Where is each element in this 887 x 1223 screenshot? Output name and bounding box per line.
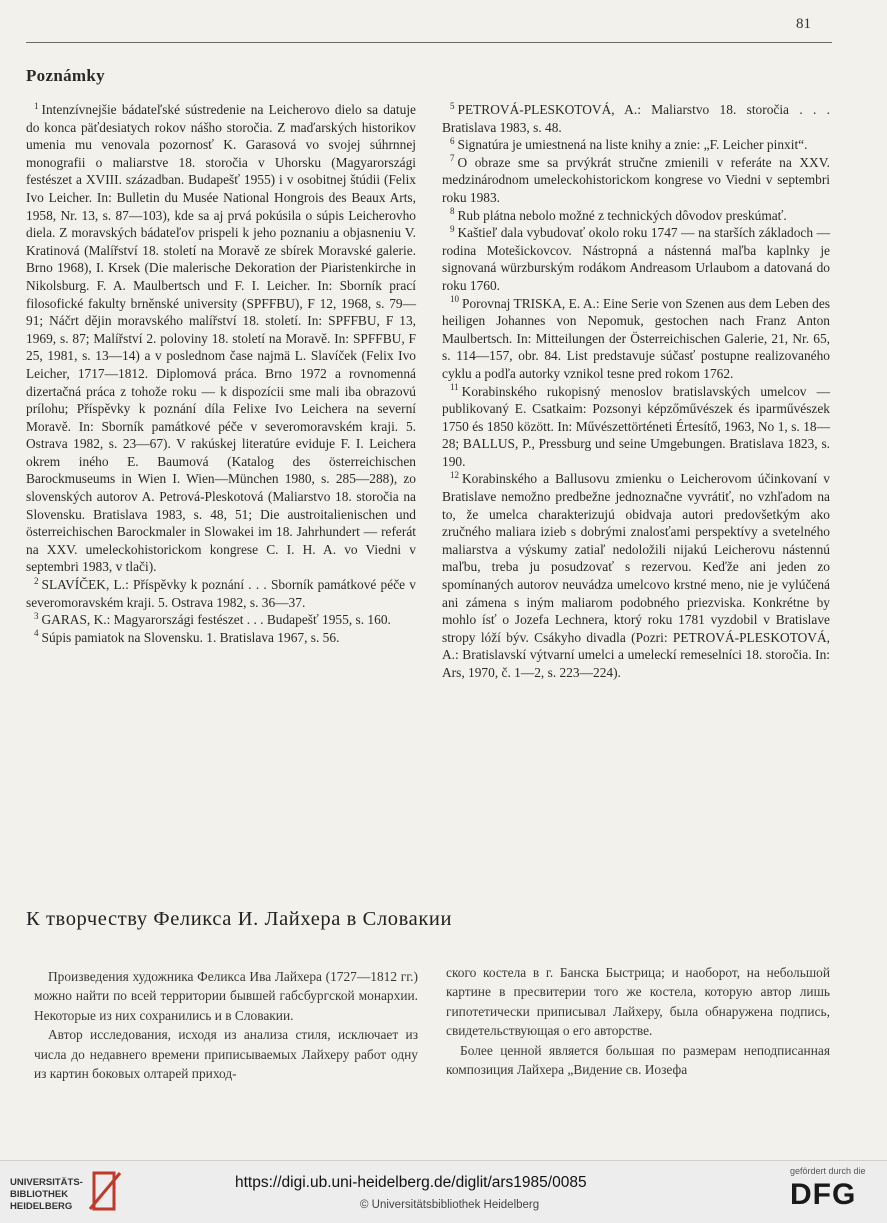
russian-paragraph: Произведения художника Феликса Ива Лайхера (1727—1812 гг.) можно найти по всей территории бывшей габсбургской монархии. Некоторые из них сохранились и в Словакии. <box>34 969 418 1023</box>
footnote <box>442 136 830 154</box>
funded-by-label: gefördert durch die <box>790 1166 866 1176</box>
footnote-text: Korabinského rukopisný menoslov bratislavských umelcov — publikovaný E. Csatkaim: Pozsonyi képzőművészek és iparművészek 1750 és 1850 között. In: Művészettörténeti Értesítő, 1963, No 1, s. 18—28; BALLUS, P., Pressburg und seine Umgebungen. Bratislava 1823, s. 190. <box>442 383 830 469</box>
footnote-number: 1 <box>34 100 39 111</box>
footnote <box>442 383 830 471</box>
russian-paragraph: ского костела в г. Банска Быстрица; и наоборот, на небольшой картине в пресвитерии того же костела, которую автор лишь гипотетически приписывал Лайхеру, была обнаружена подпись, свидетельствующая о его авторстве. <box>446 965 830 1039</box>
russian-paragraph: Более ценной является большая по размерам неподписанная композиция Лайхера „Видение св. Иозефа <box>446 1042 830 1078</box>
footnote-text: Porovnaj TRISKA, E. A.: Eine Serie von Szenen aus dem Leben des heiligen Johannes von Nepomuk, gestochen nach Franz Anton Maulbertsch. In: Mitteilungen der Österreichischen Galerie, 21, Nr. 65, s. 114—157, obr. 84. List predstavuje súčasť postupne realizovaného cyklu a podľa autorky vznikol tesne pred rokom 1762. <box>442 295 830 381</box>
footnote-number: 9 <box>450 223 455 234</box>
russian-summary-title: К творчеству Феликса И. Лайхера в Словакии <box>26 908 453 930</box>
footnote-number: 2 <box>34 575 39 586</box>
footnote-text: Signatúra je umiestnená na liste knihy a znie: „F. Leicher pinxit“. <box>457 137 808 153</box>
dfg-logo[interactable]: DFG <box>790 1178 857 1211</box>
footnote-text: Korabinského a Ballusovu zmienku o Leicherovom účinkovaní v Bratislave nemožno predbežne jednoznačne vyvrátiť, no vzhľadom na to, že umelca charakterizujú obidvaja autori predovšetkým ako zručného maliara izieb s dobrými znalosťami perspektívy a svetelného maliarstva a výskumy zatiaľ nedoložili nijakú Leicherovu nástennú maľbu, treba ju posudzovať s rezervou. Keďže ani jeden zo spomínaných autorov neuvádza umelcovo krstné meno, nie je vylúčená ani zámena s iným maliarom podobného priezviska. Konkrétne by mohlo ísť o Jozefa Lechnera, ktorý roku 1781 vyzdobil v Bratislave stropy lóží býv. Csákyho divadla (Pozri: PETROVÁ-PLESKOTOVÁ, A.: Bratislavskí výtvarní umelci a umeleckí remeselníci 18. storočia. In: Ars, 1970, č. 1—2, s. 223—224). <box>442 471 830 680</box>
library-logo-text[interactable]: UNIVERSITÄTS- BIBLIOTHEK HEIDELBERG <box>10 1177 83 1212</box>
footnote-number: 4 <box>34 628 39 639</box>
footnote-text: Intenzívnejšie bádateľské sústredenie na Leicherovo dielo sa datuje do konca päťdesiatych rokov nášho storočia. Z maďarských historikov umenia mu venovala pozornosť K. Garasová vo svojej súhrnnej monografii o maliarstve 18. storočia v Uhorsku (Magyarországi festészet a XVIII. században. Budapešť 1955) i v osobitnej štúdii (Felix Ivo Leicher. In: Bulletin du Musée National Hongrois des Beaux Arts, 1958, Nr. 13, s. 87—103), kde sa aj prvá pokúsila o súpis Leicherovho diela. Z moravských bádateľov prispeli k jeho poznaniu a objasneniu V. Kratinová (Malířství 18. století na Moravě ze sbírek Moravské galerie. Brno 1968), I. Krsek (Die malerische Dekoration der Piaristenkirche in Nikolsburg. F. A. Maulbertsch und F. I. Leicher. In: Sborník prací filosofické fakulty brněnské university (SPFFBU), F 12, 1968, s. 79—91; Náčrt dějin moravského malířství 18. století. In: SPFFBU, F 13, 1969, s. 87; Malířství 2. poloviny 18. století na Moravě. In: SPFFBU, F 25, 1981, s. 13—14) a v poslednom čase najmä L. Slavíček (Felix Ivo Leicher, 1717—1812. Diplomová práca. Brno 1972 a rovnomenná dizertačná práca z tohože roku — k dispozícii sme mali iba obrazovú prílohu; Příspěvky k poznání díla Felixe Ivo Leichera na severní Moravě. In: Sborník památkové péče v severomoravském kraji. 5. Ostrava 1982, s. 23—67). V rakúskej literatúre eviduje F. I. Leichera okrem iného E. Baumová (Katalog des österreichischen Barockmuseums in Wien I. Wien—München 1980, s. 285—288), zo slovenských autorov A. Petrová-Pleskotová (Maliarstvo 18. storočia na Slovensku. Bratislava 1983, s. 48, 51; Die austroitalienischen und österreichischen Barockmaler in Slowakei im 18. Jahrhundert — referát na XXV. umeleckohistorickom kongrese C. I. H. A. vo Viedni v septembri 1983, v tlači). <box>26 102 416 575</box>
footnote-number: 6 <box>450 135 455 146</box>
russian-right-column <box>446 963 830 1079</box>
notes-left-column <box>26 101 416 646</box>
footnote <box>442 224 830 294</box>
document-url-link[interactable]: https://digi.ub.uni-heidelberg.de/diglit/ars1985/0085 <box>235 1174 587 1191</box>
footnote <box>26 101 416 576</box>
footnote-text: Kaštieľ dala vybudovať okolo roku 1747 — na starších základoch — rodina Motešickovcov. Nástropná a nástenná maľba kaplnky je signovaná würzburským rodákom Andreasom Urlaubom a datovaná do roku 1760. <box>442 225 830 293</box>
footnote-number: 8 <box>450 206 455 217</box>
footnote <box>26 611 416 629</box>
footnote-text: PETROVÁ-PLESKOTOVÁ, A.: Maliarstvo 18. storočia . . . Bratislava 1983, s. 48. <box>442 102 830 135</box>
russian-paragraph: Автор исследования, исходя из анализа стиля, исключает из числа до недавнего времени приписываемых Лайхеру работ одну из картин боковых олтарей приход- <box>34 1027 418 1082</box>
footnote-number: 11 <box>450 382 459 393</box>
footnote-number: 12 <box>450 470 459 480</box>
footnote-number: 3 <box>34 610 39 621</box>
russian-left-column <box>34 967 418 1083</box>
footer-bar <box>0 1160 887 1223</box>
footnote <box>442 470 830 681</box>
library-logo-icon <box>88 1169 122 1213</box>
footnote-number: 5 <box>450 100 455 111</box>
copyright-notice: © Universitätsbibliothek Heidelberg <box>360 1199 540 1211</box>
footnote <box>26 629 416 647</box>
footnote <box>442 154 830 207</box>
footnote-text: Súpis pamiatok na Slovensku. 1. Bratislava 1967, s. 56. <box>41 629 340 645</box>
footnote-text: Rub plátna nebolo možné z technických dôvodov preskúmať. <box>457 207 787 223</box>
footnote-text: GARAS, K.: Magyarországi festészet . . . Budapešť 1955, s. 160. <box>41 612 391 628</box>
footnote-text: O obraze sme sa prvýkrát stručne zmienili v referáte na XXV. medzinárodnom umeleckohistorickom kongrese vo Viedni v septembri roku 1983. <box>442 154 830 205</box>
footnote <box>442 207 830 225</box>
top-rule <box>26 42 832 43</box>
section-title: Poznámky <box>26 66 105 85</box>
footnote <box>442 295 830 383</box>
page-number: 81 <box>796 16 811 32</box>
footnote-number: 10 <box>450 294 459 305</box>
notes-right-column <box>442 101 830 682</box>
footnote <box>442 101 830 136</box>
footnote-number: 7 <box>450 153 455 164</box>
footnote <box>26 576 416 611</box>
footnote-text: SLAVÍČEK, L.: Příspěvky k poznání . . . Sborník památkové péče v severomoravském kraji. 5. Ostrava 1982, s. 36—37. <box>26 577 416 610</box>
